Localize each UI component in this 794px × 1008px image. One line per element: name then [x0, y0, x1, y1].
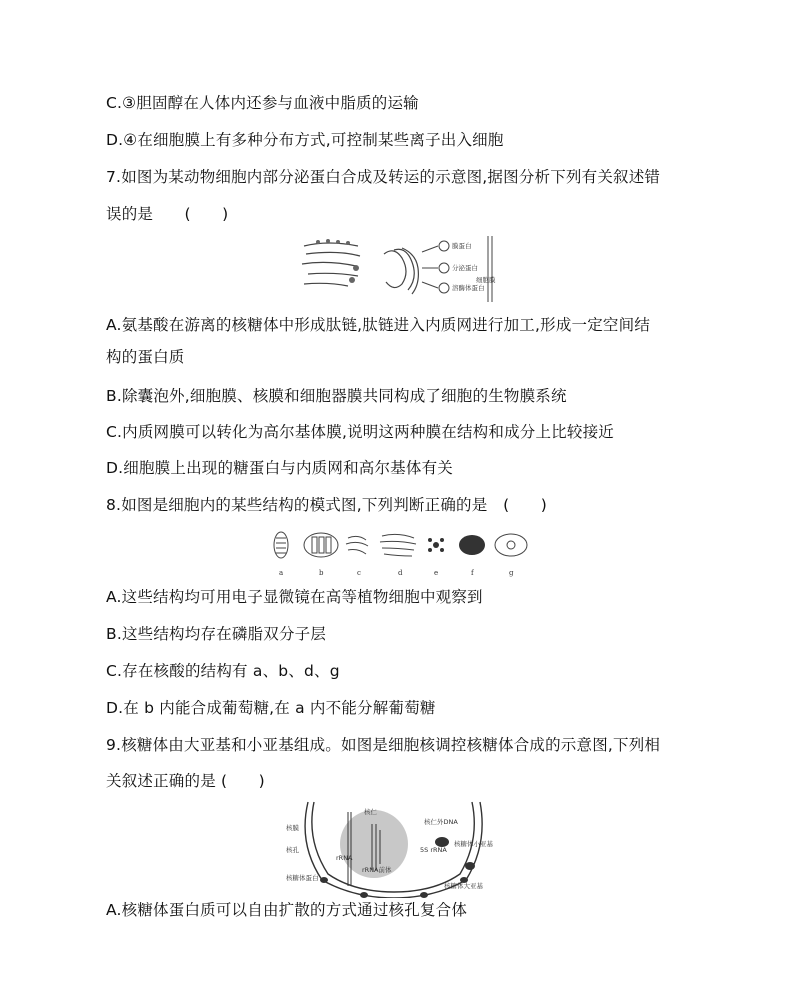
- fig9-label-nuclear-envelope: 核膜: [286, 824, 299, 832]
- fig9-label-rrna-precursor: rRNA前体: [362, 866, 392, 874]
- option-8d: D.在 b 内能合成葡萄糖,在 a 内不能分解葡萄糖: [106, 699, 436, 717]
- fig7-label-membrane-protein: 膜蛋白: [452, 242, 472, 250]
- fig8-label-g: g: [509, 569, 514, 577]
- fig8-label-a: a: [279, 569, 284, 577]
- option-9a: A.核糖体蛋白质可以自由扩散的方式通过核孔复合体: [106, 901, 468, 919]
- option-8c: C.存在核酸的结构有 a、b、d、g: [106, 662, 340, 680]
- option-7c-prev: C.③胆固醇在人体内还参与血液中脂质的运输: [106, 94, 419, 112]
- option-8a: A.这些结构均可用电子显微镜在高等植物细胞中观察到: [106, 588, 483, 606]
- question-9-stem-cont: 关叙述正确的是 ( ): [106, 772, 265, 790]
- option-7b: B.除囊泡外,细胞膜、核膜和细胞器膜共同构成了细胞的生物膜系统: [106, 387, 567, 405]
- option-7a-cont: 构的蛋白质: [106, 348, 185, 366]
- fig7-label-secretory-protein: 分泌蛋白: [452, 264, 478, 272]
- fig9-label-ribosomal-protein: 核糖体蛋白: [286, 874, 319, 882]
- question-7-stem: 7.如图为某动物细胞内部分泌蛋白合成及转运的示意图,据图分析下列有关叙述错: [106, 168, 661, 186]
- figure-7-secretion-diagram: [298, 232, 503, 304]
- question-8-stem: 8.如图是细胞内的某些结构的模式图,下列判断正确的是 ( ): [106, 496, 548, 514]
- fig9-label-extranucleolar-dna: 核仁外DNA: [424, 818, 458, 826]
- figure-9-nucleus-ribosome: [284, 800, 510, 898]
- fig9-label-small-subunit: 核糖体小亚基: [454, 840, 493, 848]
- fig9-label-nuclear-pore: 核孔: [286, 846, 299, 854]
- option-8b: B.这些结构均存在磷脂双分子层: [106, 625, 327, 643]
- fig9-label-nucleolus: 核仁: [364, 808, 377, 816]
- fig7-label-cell-membrane: 细胞膜: [476, 276, 496, 284]
- option-7a: A.氨基酸在游离的核糖体中形成肽链,肽链进入内质网进行加工,形成一定空间结: [106, 316, 651, 334]
- option-7c: C.内质网膜可以转化为高尔基体膜,说明这两种膜在结构和成分上比较接近: [106, 423, 614, 441]
- figure-8-organelles: [268, 530, 530, 580]
- fig8-label-b: b: [319, 569, 324, 577]
- fig9-label-rrna: rRNA: [336, 854, 353, 862]
- fig8-label-f: f: [471, 569, 474, 577]
- fig9-label-5s-rrna: 5S rRNA: [420, 846, 447, 854]
- question-7-stem-cont: 误的是 ( ): [106, 205, 229, 223]
- option-7d: D.细胞膜上出现的糖蛋白与内质网和高尔基体有关: [106, 459, 453, 477]
- fig8-label-c: c: [357, 569, 361, 577]
- question-9-stem: 9.核糖体由大亚基和小亚基组成。如图是细胞核调控核糖体合成的示意图,下列相: [106, 736, 661, 754]
- fig8-label-e: e: [434, 569, 439, 577]
- fig7-label-lysosomal-protein: 溶酶体蛋白: [452, 284, 485, 292]
- option-7d-prev: D.④在细胞膜上有多种分布方式,可控制某些离子出入细胞: [106, 131, 504, 149]
- fig9-label-large-subunit: 核糖体大亚基: [444, 882, 483, 890]
- fig8-label-d: d: [398, 569, 403, 577]
